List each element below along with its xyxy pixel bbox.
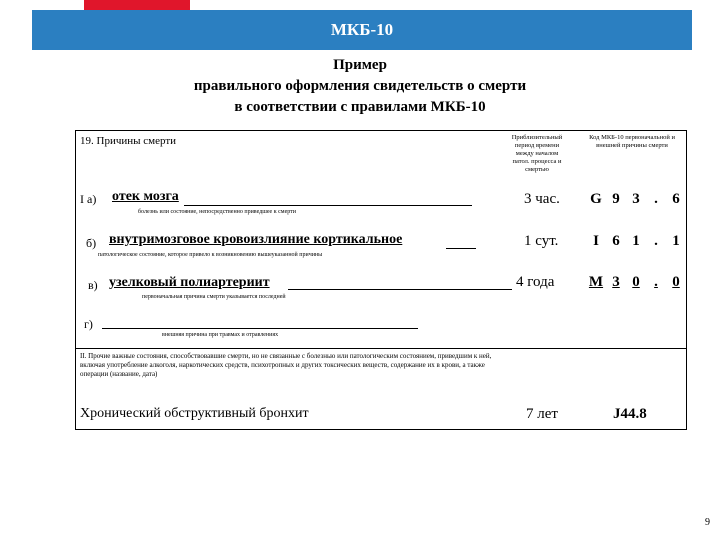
row-c-code bbox=[586, 274, 686, 291]
row-b-interval: 1 сут. bbox=[524, 233, 559, 249]
part-2-code: J44.8 bbox=[613, 406, 647, 422]
row-b-text: внутримозговое кровоизлияние кортикальное bbox=[109, 232, 403, 247]
row-b-line bbox=[446, 248, 476, 249]
row-a-text: отек мозга bbox=[112, 189, 179, 204]
code-char: 3 bbox=[632, 191, 640, 207]
code-char: 6 bbox=[672, 191, 680, 207]
death-certificate-form bbox=[75, 130, 687, 430]
row-a-prefix: I а) bbox=[80, 192, 97, 206]
column-header-code: Код МКБ-10 первоначальной и внешней причины смерти bbox=[589, 134, 675, 149]
page-number: 9 bbox=[705, 517, 710, 528]
row-b-caption: патологическое состояние, которое привело к возникновению вышеуказанной причины bbox=[98, 252, 323, 258]
row-b-code bbox=[586, 233, 686, 250]
heading-line-1: Пример bbox=[333, 57, 387, 73]
heading-line-2: правильного оформления свидетельств о смерти bbox=[193, 78, 527, 94]
column-header-interval: Приблизительный период времени между началом патол. процесса и смертью bbox=[511, 134, 563, 173]
code-char: 0 bbox=[632, 274, 640, 290]
row-d-line bbox=[102, 328, 418, 329]
code-char: I bbox=[593, 233, 599, 249]
row-c-text: узелковый полиартериит bbox=[109, 275, 270, 290]
row-a-interval: 3 час. bbox=[524, 191, 560, 207]
heading-line-3: в соответствии с правилами МКБ-10 bbox=[234, 99, 486, 115]
code-char: . bbox=[654, 191, 658, 207]
code-char: 0 bbox=[672, 274, 680, 290]
code-char: 1 bbox=[672, 233, 680, 249]
part-2-interval: 7 лет bbox=[526, 406, 558, 422]
part-2-label: II. Прочие важные состояния, способствовавшие смерти, но не связанные с болезнью или патологическим состоянием, приведшим к ней, включая употребление алкоголя, наркотических средств, психотропных и других токсических веществ, содержание их в крови, а также операции (название, дата) bbox=[80, 352, 492, 378]
header-bar bbox=[32, 10, 692, 50]
row-a-caption: болезнь или состояние, непосредственно приведшее к смерти bbox=[138, 209, 296, 215]
section-label: 19. Причины смерти bbox=[80, 135, 177, 147]
accent-tab bbox=[84, 0, 190, 10]
part-2-divider bbox=[76, 348, 686, 349]
header-title: МКБ-10 bbox=[330, 20, 394, 39]
code-char: M bbox=[588, 274, 604, 290]
code-char: G bbox=[590, 191, 602, 207]
row-a-code bbox=[586, 191, 686, 208]
part-2-text: Хронический обструктивный бронхит bbox=[80, 406, 309, 421]
code-char: 3 bbox=[612, 274, 620, 290]
row-d-caption: внешняя причина при травмах и отравлениях bbox=[162, 332, 279, 338]
row-d-prefix: г) bbox=[84, 317, 93, 331]
row-c-interval: 4 года bbox=[516, 274, 555, 290]
code-char: 1 bbox=[632, 233, 640, 249]
row-c-prefix: в) bbox=[88, 278, 98, 292]
row-a-line bbox=[184, 205, 472, 206]
code-char: 6 bbox=[612, 233, 620, 249]
row-c-caption: первоначальная причина смерти указывается последней bbox=[142, 294, 286, 300]
row-b-prefix: б) bbox=[86, 236, 97, 250]
code-char: . bbox=[654, 233, 658, 249]
code-char: 9 bbox=[612, 191, 620, 207]
code-char: . bbox=[654, 274, 658, 290]
row-c-line bbox=[288, 289, 512, 290]
